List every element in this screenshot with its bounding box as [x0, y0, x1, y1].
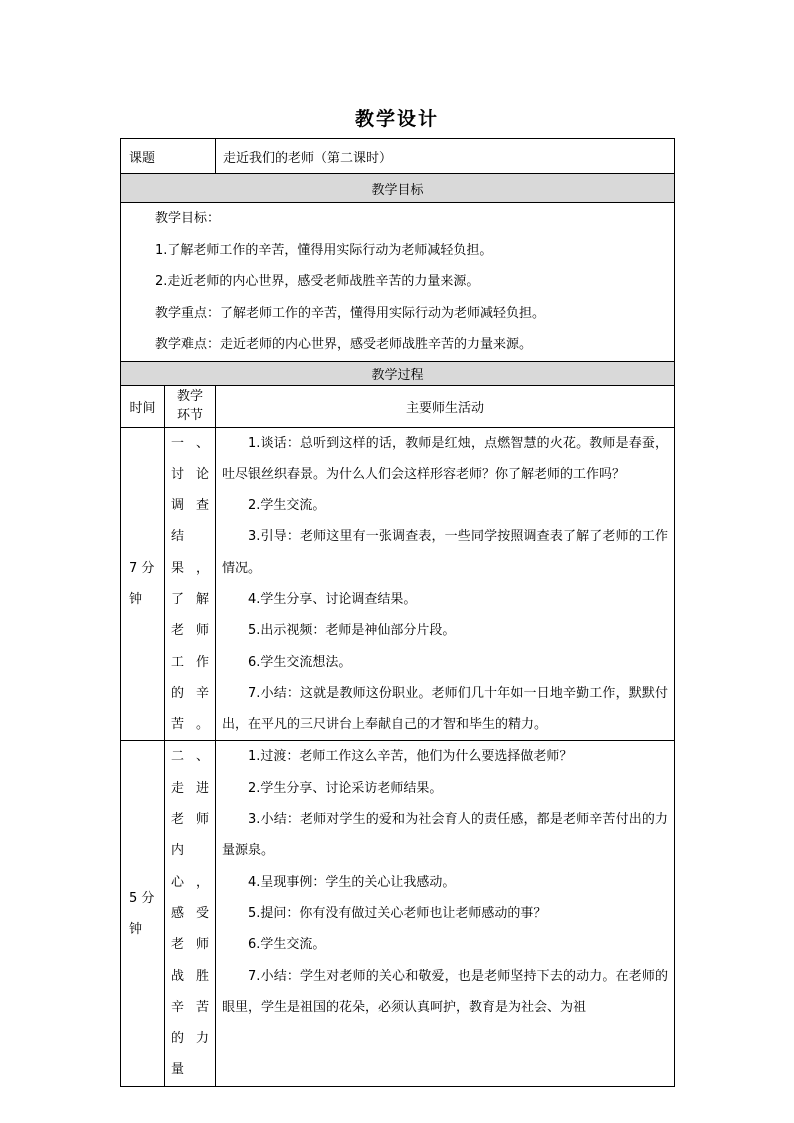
goals-line: 教学目标： — [155, 211, 221, 226]
goals-line: 1.了解老师工作的辛苦，懂得用实际行动为老师减轻负担。 — [155, 242, 493, 258]
process-row — [121, 741, 675, 1086]
stage-cell: 一、讨论调查结果，了解老师工作的辛苦。 — [165, 427, 216, 741]
col-activity-header: 主要师生活动 — [216, 385, 675, 427]
process-heading: 教学过程 — [121, 361, 675, 385]
activity-item: 1.过渡：老师工作这么辛苦，他们为什么要选择做老师？ — [248, 749, 573, 765]
activity-item: 4.呈现事例：学生的关心让我感动。 — [248, 874, 456, 890]
topic-row — [121, 139, 675, 174]
document-title: 教学设计 — [354, 108, 439, 130]
stage-cell: 二、走进老师内心，感受老师战胜辛苦的力量 — [165, 741, 216, 1086]
activity-item: 5.出示视频：老师是神仙部分片段。 — [248, 623, 456, 639]
activity-item: 3.小结：老师对学生的爱和为社会育人的责任感，都是老师辛苦付出的力量源泉。 — [222, 812, 669, 859]
activity-item: 7.小结：这就是教师这份职业。老师们几十年如一日地辛勤工作，默默付出，在平凡的三尺讲台上奉献自己的才智和毕生的精力。 — [222, 685, 669, 733]
goals-line: 2.走近老师的内心世界，感受老师战胜辛苦的力量来源。 — [155, 274, 480, 289]
process-row — [121, 427, 675, 741]
activity-item: 7.小结：学生对老师的关心和敬爱，也是老师坚持下去的动力。在老师的眼里，学生是祖国的花朵，必须认真呵护，教育是为社会、为祖 — [222, 968, 669, 1015]
col-stage-header: 教学环节 — [165, 385, 216, 427]
column-header-row — [121, 385, 675, 427]
difficulty-line: 教学难点：走近老师的内心世界，感受老师战胜辛苦的力量来源。 — [155, 337, 533, 352]
goals-content — [121, 203, 675, 362]
activity-item: 1.谈话：总听到这样的话，教师是红烛，点燃智慧的火花。教师是春蚕，吐尽银丝织春景。为什么人们会这样形容老师？你了解老师的工作吗？ — [222, 435, 669, 482]
col-time-header: 时间 — [121, 385, 165, 427]
goals-heading: 教学目标 — [121, 174, 675, 203]
time-cell: 5 分钟 — [121, 741, 165, 1086]
goals-heading-row — [121, 174, 675, 203]
activity-item: 2.学生交流。 — [248, 498, 326, 514]
activity-item: 6.学生交流。 — [248, 937, 326, 953]
key-point-line: 教学重点：了解老师工作的辛苦，懂得用实际行动为老师减轻负担。 — [155, 305, 546, 321]
time-cell: 7 分钟 — [121, 427, 165, 741]
topic-label: 课题 — [121, 139, 216, 174]
activity-item: 5.提问：你有没有做过关心老师也让老师感动的事？ — [248, 905, 547, 921]
activities-cell — [216, 741, 675, 1086]
activity-item: 6.学生交流想法。 — [248, 654, 352, 670]
goals-row — [121, 203, 675, 362]
activity-item: 4.学生分享、讨论调查结果。 — [248, 591, 417, 607]
lesson-plan-table — [120, 138, 675, 1087]
process-heading-row — [121, 361, 675, 385]
activity-item: 2.学生分享、讨论采访老师结果。 — [248, 780, 443, 796]
topic-value: 走近我们的老师（第二课时） — [216, 139, 675, 174]
activity-item: 3.引导：老师这里有一张调查表，一些同学按照调查表了解了老师的工作情况。 — [222, 529, 669, 576]
activities-cell — [216, 427, 675, 741]
